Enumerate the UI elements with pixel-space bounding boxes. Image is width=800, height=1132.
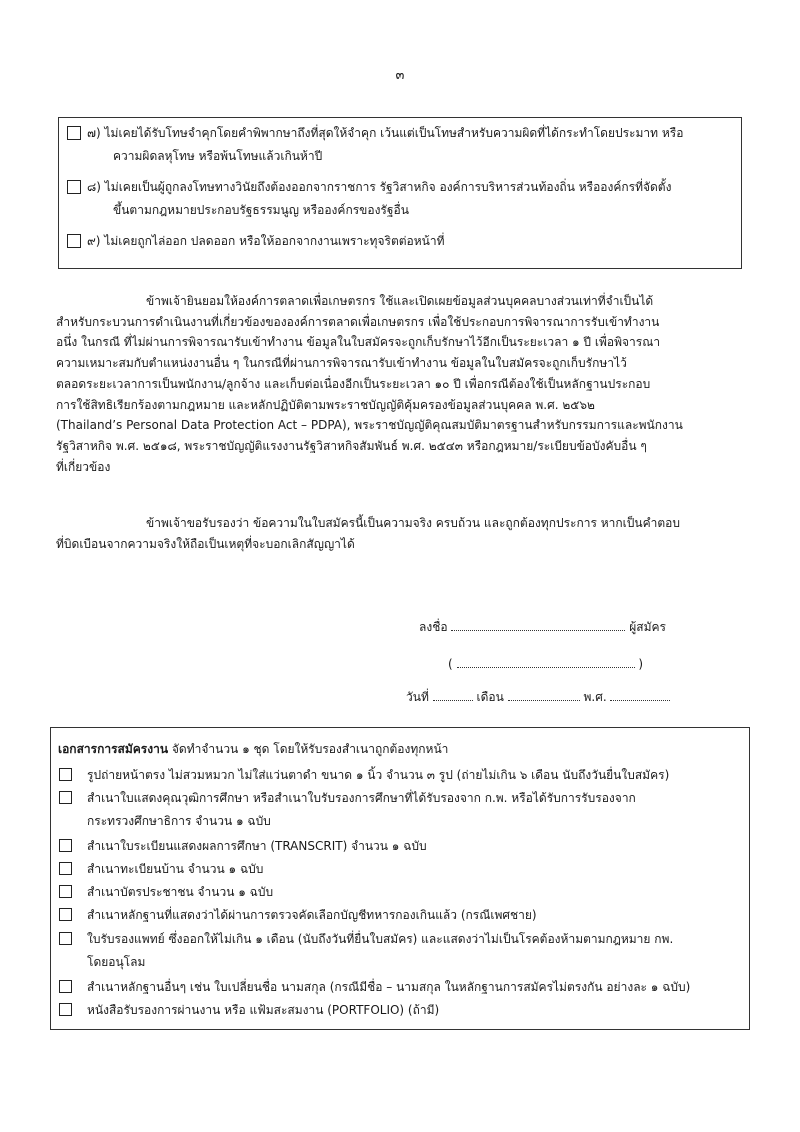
paragraph-line: รัฐวิสาหกิจ พ.ศ. ๒๕๑๘, พระราชบัญญัติแรงงานรัฐวิสาหกิจสัมพันธ์ พ.ศ. ๒๕๔๓ หรือกฎหมาย/ระเบียบข้อบังคับอื่น ๆ (56, 438, 647, 453)
day-field[interactable] (433, 688, 473, 701)
printed-name-field[interactable] (457, 655, 635, 668)
document-checkbox[interactable] (59, 885, 72, 898)
signature-line (419, 618, 666, 637)
document-checkbox[interactable] (59, 1003, 72, 1016)
qualification-checkbox-9[interactable] (67, 234, 81, 248)
qualification-text-cont: ขึ้นตามกฎหมายประกอบรัฐธรรมนูญ หรือองค์กรของรัฐอื่น (113, 203, 409, 217)
qualification-text: ๘) ไม่เคยเป็นผู้ถูกลงโทษทางวินัยถึงต้องออกจากราชการ รัฐวิสาหกิจ องค์การบริหารส่วนท้องถิ่น หรือองค์กรที่จัดตั้ง (87, 180, 672, 194)
qualification-text: ๗) ไม่เคยได้รับโทษจำคุกโดยคำพิพากษาถึงที่สุดให้จำคุก เว้นแต่เป็นโทษสำหรับความผิดที่ได้กระทำโดยประมาท หรือ (87, 126, 684, 140)
qualifications-box (58, 117, 742, 269)
paragraph-line: (Thailand’s Personal Data Protection Act – PDPA), พระราชบัญญัติคุณสมบัติมาตรฐานสำหรับกรรมการและพนักงาน (56, 418, 683, 433)
paragraph-line: สำหรับกระบวนการดำเนินงานที่เกี่ยวข้องขององค์การตลาดเพื่อเกษตรกร เพื่อใช้ประกอบการพิจารณาการรับเข้าทำงาน (56, 314, 660, 329)
document-text-cont: โดยอนุโลม (87, 955, 146, 969)
document-text: รูปถ่ายหน้าตรง ไม่สวมหมวก ไม่ใส่แว่นตาดำ ขนาด ๑ นิ้ว จำนวน ๓ รูป (ถ่ายไม่เกิน ๖ เดือน นับถึงวันยื่นใบสมัคร) (87, 768, 670, 782)
page-number: ๓ (395, 68, 405, 83)
qualification-checkbox-8[interactable] (67, 180, 81, 194)
document-text: สำเนาบัตรประชาชน จำนวน ๑ ฉบับ (87, 885, 274, 899)
consent-paragraph (56, 291, 744, 477)
documents-subtitle: จัดทำจำนวน ๑ ชุด โดยให้รับรองสำเนาถูกต้องทุกหน้า (171, 742, 449, 756)
documents-heading (58, 740, 448, 759)
document-text: ใบรับรองแพทย์ ซึ่งออกให้ไม่เกิน ๑ เดือน (นับถึงวันที่ยื่นใบสมัคร) และแสดงว่าไม่เป็นโรคต้องห้ามตามกฎหมาย กพ. (87, 932, 674, 946)
signature-field[interactable] (451, 618, 625, 631)
document-checkbox[interactable] (59, 839, 72, 852)
month-field[interactable] (508, 688, 580, 701)
paragraph-line: ข้าพเจ้ายินยอมให้องค์การตลาดเพื่อเกษตรกร ใช้และเปิดเผยข้อมูลส่วนบุคคลบางส่วนเท่าที่จำเป็นได้ (146, 294, 654, 308)
certify-paragraph (56, 513, 744, 554)
document-checkbox[interactable] (59, 908, 72, 921)
paragraph-line: ตลอดระยะเวลาการเป็นพนักงาน/ลูกจ้าง และเก็บต่อเนื่องอีกเป็นระยะเวลา ๑๐ ปี เพื่อกรณีต้องใช้เป็นหลักฐานประกอบ (56, 376, 651, 391)
document-text: สำเนาทะเบียนบ้าน จำนวน ๑ ฉบับ (87, 862, 264, 876)
month-label: เดือน (476, 690, 504, 704)
document-text: สำเนาใบแสดงคุณวุฒิการศึกษา หรือสำเนาใบรับรองการศึกษาที่ได้รับรองจาก ก.พ. หรือได้รับการรับรองจาก (87, 791, 636, 805)
applicant-label: ผู้สมัคร (629, 620, 666, 634)
document-checkbox[interactable] (59, 980, 72, 993)
qualification-text-cont: ความผิดลหุโทษ หรือพ้นโทษแล้วเกินห้าปี (113, 149, 323, 163)
sign-label: ลงชื่อ (419, 620, 448, 634)
year-field[interactable] (610, 688, 670, 701)
qualification-checkbox-7[interactable] (67, 126, 81, 140)
documents-box (50, 727, 750, 1030)
paragraph-line: ความเหมาะสมกับตำแหน่งงานอื่น ๆ ในกรณีที่ผ่านการพิจารณารับเข้าทำงาน ข้อมูลในใบสมัครจะถูกเก็บรักษาไว้ (56, 356, 627, 371)
document-text: หนังสือรับรองการผ่านงาน หรือ แฟ้มสะสมงาน (PORTFOLIO) (ถ้ามี) (87, 1003, 440, 1017)
document-text-cont: กระทรวงศึกษาธิการ จำนวน ๑ ฉบับ (87, 814, 271, 828)
date-label: วันที่ (406, 690, 429, 704)
paragraph-line: การใช้สิทธิเรียกร้องตามกฎหมาย และหลักปฏิบัติตามพระราชบัญญัติคุ้มครองข้อมูลส่วนบุคคล พ.ศ. ๒๕๖๒ (56, 397, 595, 412)
document-checkbox[interactable] (59, 862, 72, 875)
close-paren: ) (638, 657, 644, 671)
document-checkbox[interactable] (59, 932, 72, 945)
year-label: พ.ศ. (583, 690, 607, 704)
document-checkbox[interactable] (59, 791, 72, 804)
paragraph-line: ข้าพเจ้าขอรับรองว่า ข้อความในใบสมัครนี้เป็นความจริง ครบถ้วน และถูกต้องทุกประการ หากเป็นคำตอบ (146, 516, 680, 530)
date-line (406, 688, 670, 707)
open-paren: ( (448, 657, 453, 671)
document-text: สำเนาใบระเบียนแสดงผลการศึกษา (TRANSCRIT) จำนวน ๑ ฉบับ (87, 839, 427, 853)
paragraph-line: ที่เกี่ยวข้อง (56, 459, 111, 474)
paragraph-line: อนึ่ง ในกรณี ที่ไม่ผ่านการพิจารณารับเข้าทำงาน ข้อมูลในใบสมัครจะถูกเก็บรักษาไว้อีกเป็นระยะเวลา ๑ ปี เพื่อพิจารณา (56, 335, 661, 350)
printed-name-line (448, 655, 643, 671)
document-text: สำเนาหลักฐานที่แสดงว่าได้ผ่านการตรวจคัดเลือกบัญชีทหารกองเกินแล้ว (กรณีเพศชาย) (87, 908, 537, 922)
document-checkbox[interactable] (59, 768, 72, 781)
documents-title: เอกสารการสมัครงาน (58, 742, 169, 756)
document-text: สำเนาหลักฐานอื่นๆ เช่น ใบเปลี่ยนชื่อ นามสกุล (กรณีมีชื่อ – นามสกุล ในหลักฐานการสมัครไม่ตรงกัน อย่างละ ๑ ฉบับ) (87, 980, 691, 994)
paragraph-line: ที่บิดเบือนจากความจริงให้ถือเป็นเหตุที่จะบอกเลิกสัญญาได้ (56, 536, 355, 551)
qualification-text: ๙) ไม่เคยถูกไล่ออก ปลดออก หรือให้ออกจากงานเพราะทุจริตต่อหน้าที่ (87, 234, 445, 248)
